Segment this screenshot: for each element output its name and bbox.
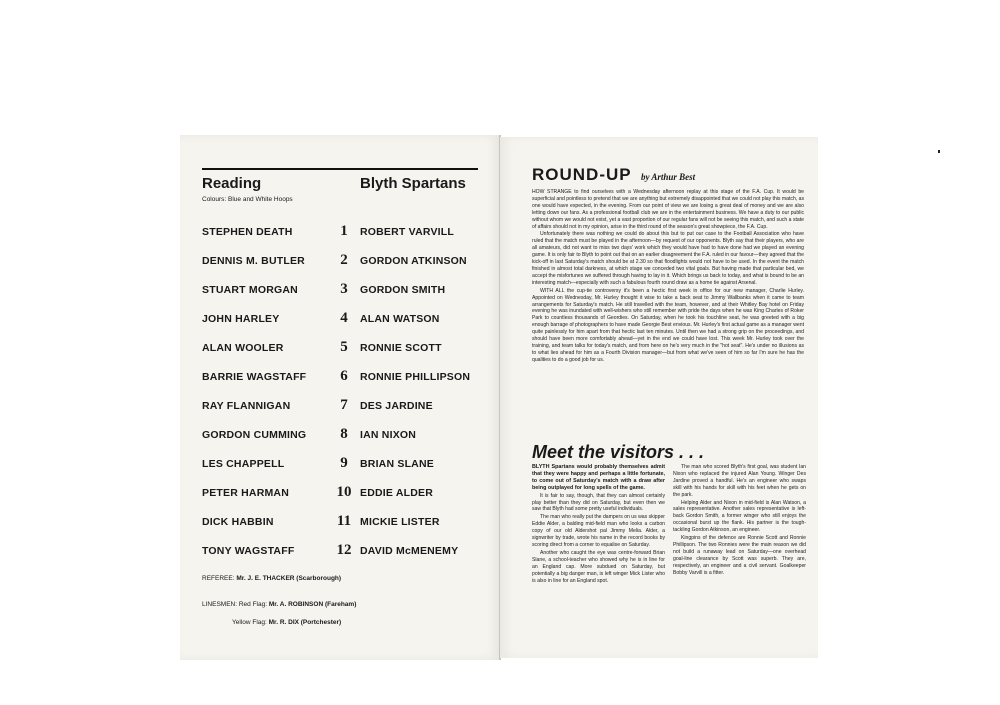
player-row xyxy=(202,368,492,388)
visitors-lead: BLYTH Spartans would probably themselves admit that they were happy and perhaps a little fortunate, to come out of Saturday's match with a draw after being outplayed for long spells of the game. xyxy=(532,464,665,491)
visitors-paragraph: The man who really put the dampers on us was skipper Eddie Alder, a balding mid-field man who looks a carbon copy of our old Aldershot pal Jimmy Melia. Alder, a signwriter by trade, wrote his name in the record books by scoring direct from a corner to equalise on Saturday. xyxy=(532,514,665,548)
roundup-byline: by Arthur Best xyxy=(641,172,696,182)
article-paragraph: HOW STRANGE to find ourselves with a Wednesday afternoon replay at this stage of the F.A. Cup. It would be superficial and pointless to pretend that we are anything but extremely disappointed that we could not play this match, as one would have expected, in the evening. From our point of view we are losing a great deal of money and we are also letting down our fans. As a professional football club we are in the entertainment business. We have a duty to our public without whom we would not exist, yet a vast proportion of our regular fans will not be seeing this match, and such a state of affairs should not in my opinion, arise in the third round of the season's great showpiece, the F.A. Cup. xyxy=(532,189,804,230)
home-player-name: PETER HARMAN xyxy=(202,487,289,499)
visitors-paragraph: Kingpins of the defence are Ronnie Scott and Ronnie Phillipson. The two Ronnies were the main reason we did not build a runaway lead on Saturday—one overhead goal-line clearance by Scott was superb. They are, respectively, an engineer and a civil servant. Goalkeeper Bobby Varvill is a fitter. xyxy=(673,535,806,576)
away-team-name: Blyth Spartans xyxy=(360,175,466,192)
article-paragraph: WITH ALL the cup-tie controversy it's been a hectic first week in office for our new manager, Charlie Hurley. Appointed on Wednesday, Mr. Hurley thought it wise to take a back seat to Jimmy Wallbanks when it came to team arrangements for Saturday's match. He still travelled with the team, however, and at their Whitley Bay hotel on Friday evening he was inundated with well-wishers who still remember with pride the days when he was King Charles of Roker Park to countless thousands of Geordies. On Saturday, when he took his touchline seat, he was greeted with a big enough barrage of photographers to have made Georgie Best envious. Mr. Hurley's first actual game as a manager went quite painlessly for him apart from that hectic last ten minutes. Until then we had a strong grip on the proceedings, and should have been more comfortably ahead—yet in the end we could have lost. This week Mr. Hurley took over the training, and team talks for today's match, and from here on he's very much in the "hot seat". He's under no illusions as to what lies ahead for him as a Fourth Division manager—but from what we've seen of him so far I'm sure he has the qualities to do a good job for us. xyxy=(532,287,804,363)
player-row xyxy=(202,252,492,272)
linesman-red-line xyxy=(202,601,356,608)
shirt-number: 2 xyxy=(340,252,348,268)
away-player-name: ROBERT VARVILL xyxy=(360,226,454,238)
home-player-name: STEPHEN DEATH xyxy=(202,226,293,238)
linesman-yellow-line xyxy=(232,619,341,626)
away-player-name: RONNIE SCOTT xyxy=(360,342,442,354)
player-row xyxy=(202,223,492,243)
linesman-red-name: Mr. A. ROBINSON (Fareham) xyxy=(268,601,357,608)
home-colours: Colours: Blue and White Hoops xyxy=(202,196,293,203)
visitors-paragraph: The man who scored Blyth's first goal, was student Ian Nixon who replaced the injured Alan Young. Winger Des Jardine proved a handful. He's an engineer who swaps skill with his hands for skill with his feet when he gets on the park. xyxy=(673,464,806,498)
header-rule xyxy=(202,168,478,170)
away-player-name: EDDIE ALDER xyxy=(360,487,433,499)
visitors-article xyxy=(532,464,806,584)
roundup-article xyxy=(532,189,804,365)
visitors-paragraph: Helping Alder and Nixon in mid-field is Alan Watson, a sales representative. Another sales representative is left-back Gordon Smith, a former winger who still enjoys the occasional burst up the flank. His partner is the tough-tackling Gordon Atkinson, an engineer. xyxy=(673,499,806,534)
player-row xyxy=(202,339,492,359)
player-row xyxy=(202,397,492,417)
shirt-number: 8 xyxy=(340,426,348,442)
home-player-name: LES CHAPPELL xyxy=(202,458,285,470)
player-row xyxy=(202,542,492,562)
home-team-name: Reading xyxy=(202,175,262,192)
shirt-number: 10 xyxy=(336,484,352,500)
shirt-number: 11 xyxy=(336,513,352,529)
team-sheet-page xyxy=(180,135,501,660)
away-player-name: IAN NIXON xyxy=(360,429,417,441)
shirt-number: 9 xyxy=(340,455,348,471)
away-player-name: MICKIE LISTER xyxy=(360,516,440,528)
speck xyxy=(938,150,940,153)
away-player-name: BRIAN SLANE xyxy=(360,458,434,470)
visitors-heading: Meet the visitors . . . xyxy=(532,442,705,462)
home-player-name: STUART MORGAN xyxy=(202,284,298,296)
shirt-number: 12 xyxy=(336,542,352,558)
home-player-name: GORDON CUMMING xyxy=(202,429,307,441)
home-player-name: JOHN HARLEY xyxy=(202,313,280,325)
player-row xyxy=(202,281,492,301)
shirt-number: 1 xyxy=(340,223,348,239)
visitors-paragraph: It is fair to say, though, that they can almost certainly play better than they did on Saturday, but even then we saw that Blyth had some pretty useful individuals. xyxy=(532,492,665,513)
home-player-name: DENNIS M. BUTLER xyxy=(202,255,305,267)
shirt-number: 6 xyxy=(340,368,348,384)
away-player-name: DES JARDINE xyxy=(360,400,433,412)
home-player-name: BARRIE WAGSTAFF xyxy=(202,371,307,383)
home-player-name: ALAN WOOLER xyxy=(202,342,284,354)
home-player-name: DICK HABBIN xyxy=(202,516,274,528)
player-row xyxy=(202,310,492,330)
yellow-flag-label: Yellow Flag: xyxy=(232,619,267,626)
visitors-paragraph: Another who caught the eye was centre-forward Brian Slane, a school-teacher who showed why he is in line for an England cap. More subdued on Saturday, but potentially a big danger man, is left winger Mick Lister who is also in line for an England spot. xyxy=(532,549,665,584)
referee-label: REFEREE: xyxy=(202,575,235,582)
home-player-name: TONY WAGSTAFF xyxy=(202,545,295,557)
player-row xyxy=(202,455,492,475)
referee-line xyxy=(202,575,341,582)
roundup-title: ROUND-UP xyxy=(532,165,632,184)
referee-name: Mr. J. E. THACKER (Scarborough) xyxy=(236,575,342,582)
shirt-number: 7 xyxy=(340,397,348,413)
home-player-name: RAY FLANNIGAN xyxy=(202,400,291,412)
away-player-name: RONNIE PHILLIPSON xyxy=(360,371,471,383)
player-row xyxy=(202,426,492,446)
roundup-page xyxy=(500,137,818,658)
player-row xyxy=(202,484,492,504)
away-player-name: ALAN WATSON xyxy=(360,313,440,325)
shirt-number: 3 xyxy=(340,281,348,297)
shirt-number: 4 xyxy=(340,310,348,326)
away-player-name: GORDON ATKINSON xyxy=(360,255,467,267)
article-paragraph: Unfortunately there was nothing we could do about this but to put our case to the Football Association who have ruled that the match must be played in the afternoon—by request of our opponents. Blyth say that their players, who are all amateurs, did not want to miss two days' work which they would have had to have done had we played an evening game. It is only fair to Blyth to point out that on an earlier disagreement the F.A. ruled in our favour—they agreed that the kick-off in last Saturday's match should be at 2.30 so that floodlights would not have to be used. In the event the match finished in almost total darkness, at which stage we conceded two vital goals. But having made that particular bed, we accept the misfortunes we suffered through having to lay in it. Which brings us back to today, and what is bound to be an interesting match—especially with such a fabulous fourth round draw as a home tie against Arsenal. xyxy=(532,231,804,286)
linesman-yellow-name: Mr. R. DIX (Portchester) xyxy=(268,619,342,626)
shirt-number: 5 xyxy=(340,339,348,355)
away-player-name: GORDON SMITH xyxy=(360,284,446,296)
player-row xyxy=(202,513,492,533)
linesmen-label: LINESMEN: Red Flag: xyxy=(202,601,268,608)
away-player-name: DAVID McMENEMY xyxy=(360,545,459,557)
